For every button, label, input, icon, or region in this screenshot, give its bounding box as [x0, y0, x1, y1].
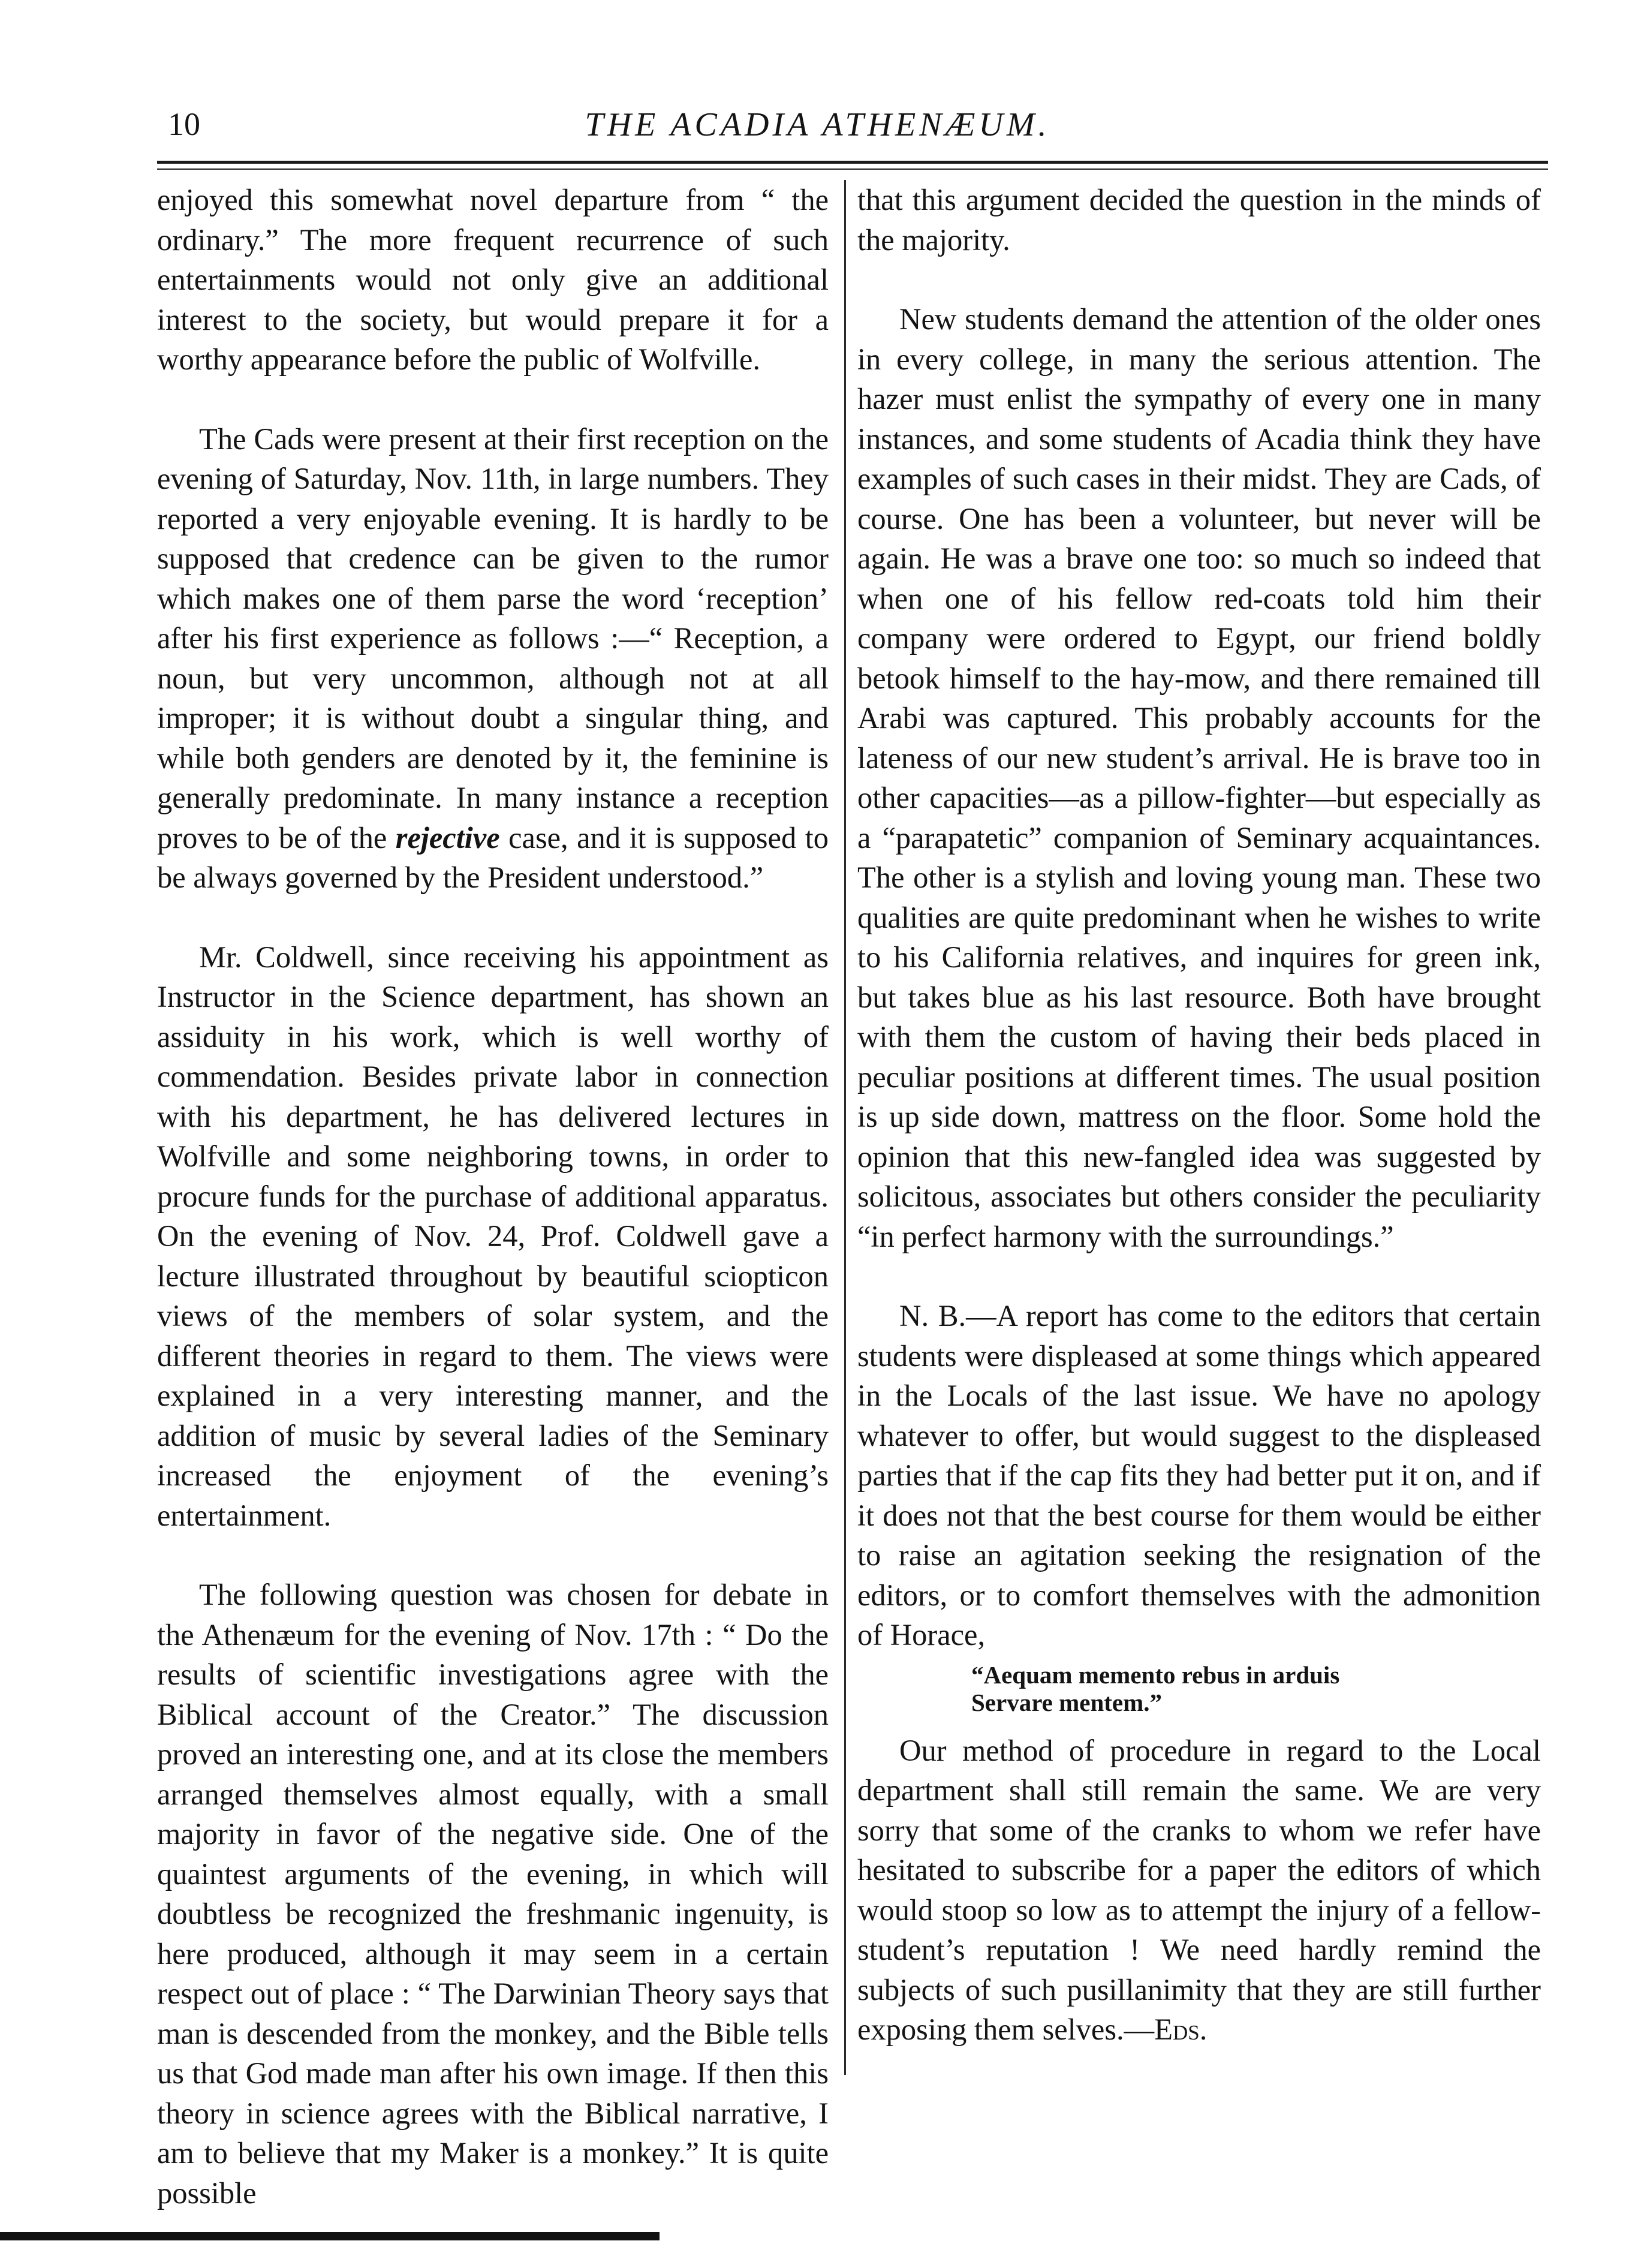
paragraph-debate: The following question was chosen for debate in the Athenæum for the evening of Nov. 17th : “ Do the results of scientific investigations agree with the Biblical account of the Creator.” The discussion proved an interesting one, and at its close the members arranged themselves almost equally, with a small majority in favor of the negative side. One of the quaintest arguments of the evening, in which will doubtless be recognized the freshmanic ingenuity, is here produced, although it may seem in a certain respect out of place : “ The Darwinian Theory says that man is descended from the monkey, and the Bible tells us that God made man after his own image. If then this theory in science agrees with the Biblical narrative, I am to believe that my Maker is a monkey.” It is quite possible [157, 1578, 829, 2210]
latin-quotation [971, 1661, 1541, 1716]
paragraph-nb-report: N. B.—A report has come to the editors that certain students were displeased at some things which appeared in the Locals of the last issue. We have no apology whatever to offer, but would suggest to the displeased parties that if the cap fits they had better put it on, and if it does not that the best course for them would be either to raise an agitation seeking the resignation of the editors, or to comfort themselves with the admonition of Horace, [857, 1299, 1541, 1652]
quote-line: Servare mentem.” [971, 1688, 1163, 1716]
paragraph-entertainments: enjoyed this somewhat novel departure from “ the ordinary.” The more frequent recurrence of such entertainments would not only give an additional interest to the society, but would prepare it for a worthy appearance before the public of Wolfville. [157, 183, 829, 376]
header-rule-thin [157, 169, 1548, 170]
right-column [857, 180, 1541, 2050]
left-column [157, 180, 829, 2213]
paragraph-argument-conclusion: that this argument decided the question in the minds of the majority. [857, 183, 1541, 257]
running-title: THE ACADIA ATHENÆUM. [585, 106, 1050, 143]
page-number: 10 [168, 106, 200, 142]
header-rule [157, 161, 1548, 164]
paragraph-cads-reception [157, 419, 829, 898]
column-divider [844, 180, 846, 2075]
text-span: The Cads were present at their first reception on the evening of Saturday, Nov. 11th, in large numbers. They reported a very enjoyable evening. It is hardly to be supposed that credence can be given to the rumor which makes one of them parse the word ‘reception’ after his first experience as follows :—“ Reception, a noun, but very uncommon, although not at all improper; it is without doubt a singular thing, and while both genders are denoted by it, the feminine is generally predominate. In many instance a reception proves to be of the [157, 422, 829, 855]
text-span: Our method of procedure in regard to the Local department shall still remain the same. We are very sorry that some of the cranks to whom we refer have hesitated to subscribe for a paper the editors of which would stoop so low as to attempt the injury of a fellow-student’s reputation ! We need hardly remind the subjects of such pusillanimity that they are still further exposing them selves.— [857, 1733, 1541, 2046]
italic-word: rejective [395, 820, 500, 855]
paragraph-new-students: New students demand the attention of the older ones in every college, in many the serious attention. The hazer must enlist the sympathy of every one in many instances, and some students of Acadia think they have examples of such cases in their midst. They are Cads, of course. One has been a volunteer, but never will be again. He was a brave one too: so much so indeed that when one of his fellow red-coats told him their company were ordered to Egypt, our friend boldly betook himself to the hay-mow, and there remained till Arabi was captured. This probably accounts for the lateness of our new student’s arrival. He is brave too in other capacities—as a pillow-fighter—but especially as a “parapatetic” companion of Seminary acquaintances. The other is a stylish and loving young man. These two qualities are quite predominant when he wishes to write to his California relatives, and inquires for green ink, but takes blue as his last resource. Both have brought with them the custom of having their beds placed in peculiar positions at different times. The usual position is up side down, mattress on the floor. Some hold the opinion that this new-fangled idea was suggested by solicitous, associates but others consider the peculiarity “in perfect harmony with the surroundings.” [857, 302, 1541, 1253]
paragraph-local-department [857, 1731, 1541, 2050]
paragraph-coldwell: Mr. Coldwell, since receiving his appointment as Instructor in the Science department, has shown an assiduity in his work, which is well worthy of commendation. Besides private labor in connection with his department, he has delivered lectures in Wolfville and some neighboring towns, in order to procure funds for the purchase of additional apparatus. On the evening of Nov. 24, Prof. Coldwell gave a lecture illustrated throughout by beautiful sciopticon views of the members of solar system, and the different theories in regard to them. The views were explained in a very interesting manner, and the addition of music by several ladies of the Seminary increased the enjoyment of the evening’s entertainment. [157, 940, 829, 1532]
editors-signature: Eds. [1154, 2013, 1208, 2046]
quote-line: “Aequam memento rebus in arduis [971, 1661, 1340, 1689]
text-span: case, and it is supposed to be always governed by the President understood.” [157, 820, 829, 894]
bottom-rule [0, 2232, 660, 2240]
